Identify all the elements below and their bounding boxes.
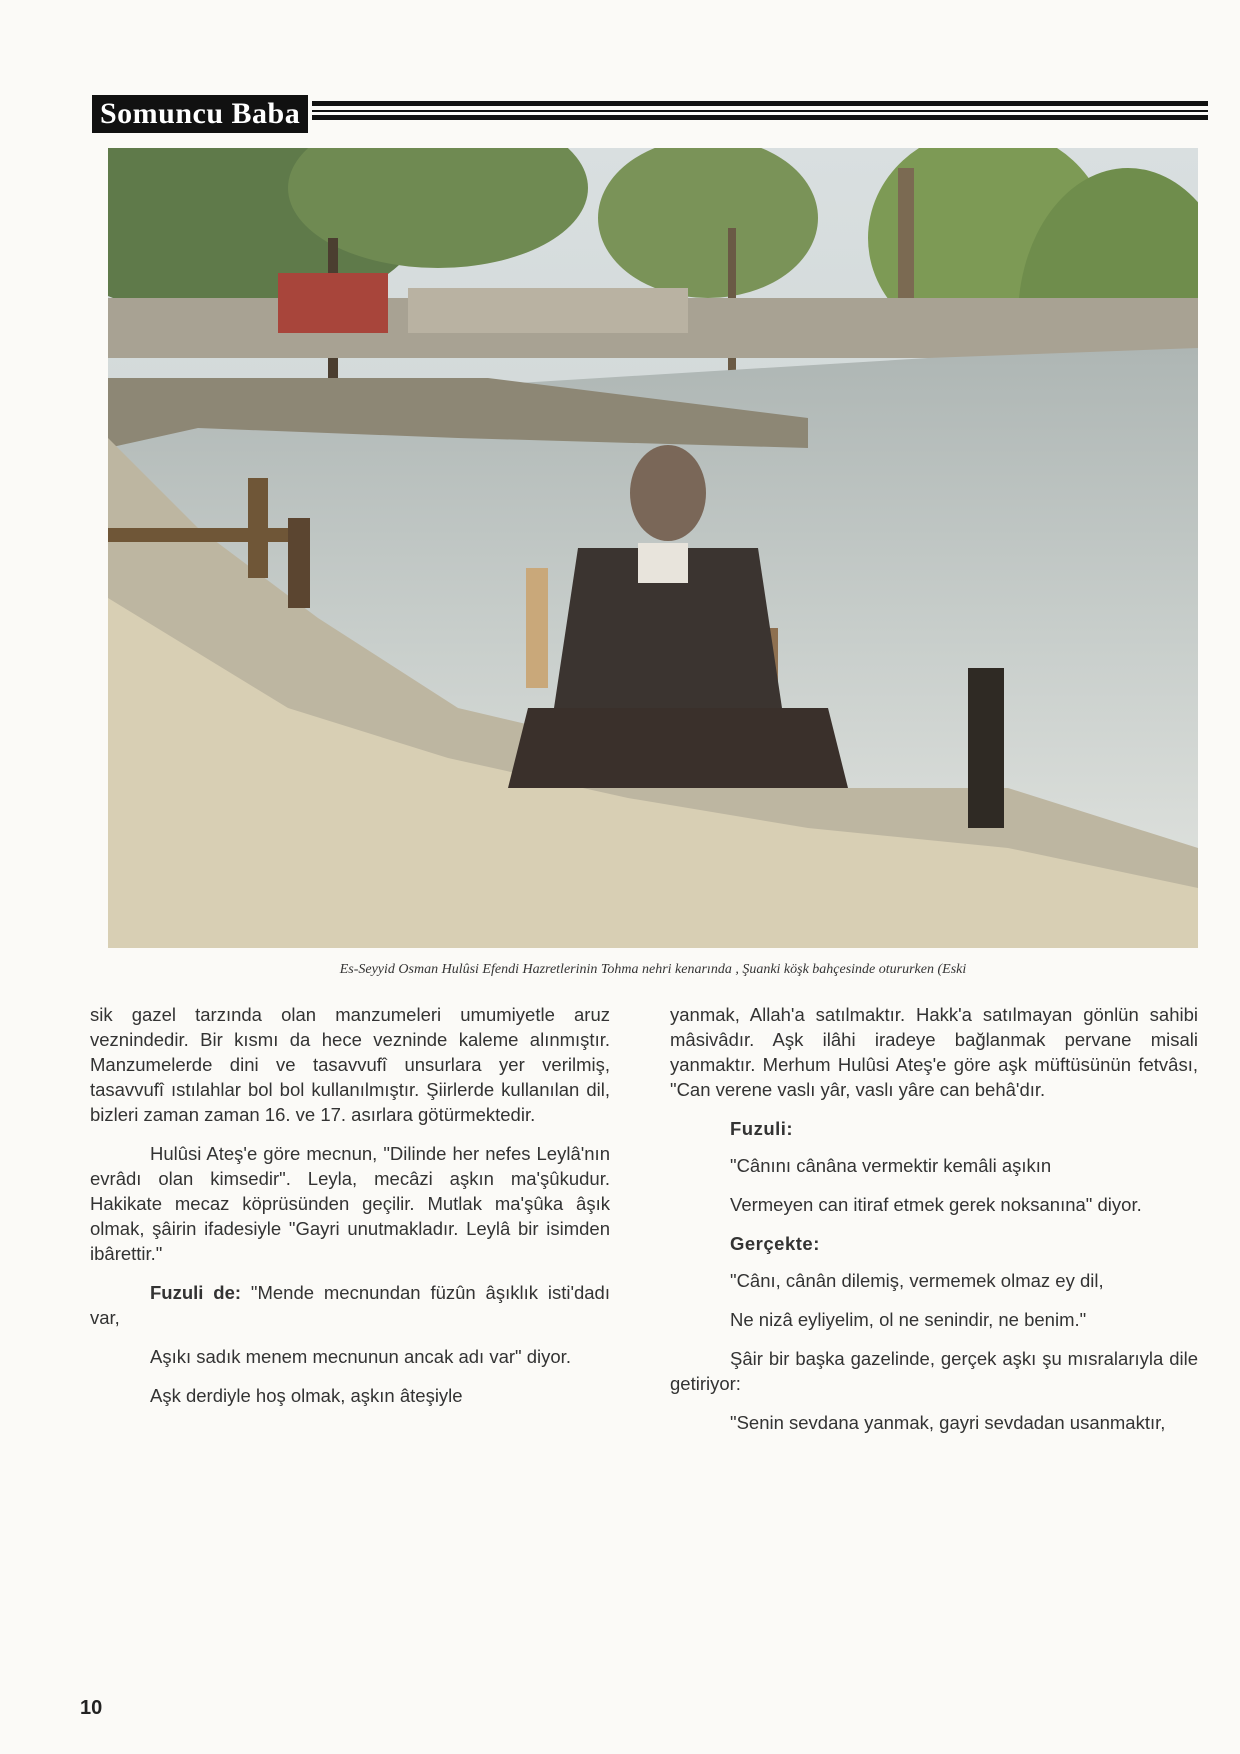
left-column — [90, 1002, 610, 1422]
verse-line: Ne nizâ eyliyelim, ol ne senindir, ne benim." — [730, 1309, 1087, 1330]
photo-illustration — [108, 148, 1198, 948]
paragraph: Aşıkı sadık menem mecnunun ancak adı var" diyor. — [150, 1346, 571, 1367]
paragraph — [90, 1280, 610, 1330]
subheading: Gerçekte: — [730, 1233, 820, 1254]
verse-line: "Senin sevdana yanmak, gayri sevdadan usanmaktır, — [730, 1412, 1166, 1433]
header-rule — [312, 110, 1208, 112]
header-rule — [312, 101, 1208, 106]
paragraph: Şâir bir başka gazelinde, gerçek aşkı şu mısralarıyla dile getiriyor: — [670, 1348, 1198, 1394]
river-photo — [108, 148, 1198, 948]
page-number: 10 — [80, 1697, 103, 1719]
paragraph: yanmak, Allah'a satılmaktır. Hakk'a satılmayan gönlün sahibi mâsivâdır. Aşk ilâhi iradeye bağlanmak pervane misali yanmaktır. Merhum Hulûsi Ateş'e göre aşk müftüsünün fetvâsı, "Can verene vaslı yâr, vaslı yâre can behâ'dır. — [670, 1004, 1198, 1100]
verse-line: "Cânını cânâna vermektir kemâli aşıkın — [730, 1155, 1052, 1176]
paragraph: sik gazel tarzında olan manzumeleri umumiyetle aruz veznindedir. Bir kısmı da hece vezninde kaleme alınmıştır. Manzumelerde dini ve tasavvufî unsurlara yer verilmiş, tasavvufî ıstılahlar bol bol kullanılmıştır. Şiirlerde kullanılan dil, bizleri zaman zaman 16. ve 17. asırlara götürmektedir. — [90, 1004, 610, 1125]
subheading: Fuzuli: — [730, 1118, 794, 1139]
paragraph-lead: Fuzuli de: — [150, 1282, 242, 1303]
photo-caption: Es-Seyyid Osman Hulûsi Efendi Hazretlerinin Tohma nehri kenarında , Şuanki köşk bahçesinde otururken (Eski — [339, 962, 967, 977]
header-rule — [312, 115, 1208, 120]
paragraph: Aşk derdiyle hoş olmak, aşkın âteşiyle — [150, 1385, 463, 1406]
paragraph-text: "Mende mecnundan füzûn âşıklık isti'dadı var, — [90, 1282, 610, 1328]
right-column — [670, 1002, 1198, 1449]
verse-line: Vermeyen can itiraf etmek gerek noksanına" diyor. — [730, 1194, 1142, 1215]
paragraph: Hulûsi Ateş'e göre mecnun, "Dilinde her nefes Leylâ'nın evrâdı olan kimsedir". Leyla, mecâzi aşkın ma'şûkudur. Hakikate mecaz köprüsünden geçilir. Mutlak ma'şûka âşık olmak, şâirin ifadesiyle "Gayri unutmakladır. Leylâ bir isimden ibârettir." — [90, 1143, 610, 1264]
page-header — [92, 95, 1208, 135]
verse-line: "Cânı, cânân dilemiş, vermemek olmaz ey dil, — [730, 1270, 1104, 1291]
magazine-title: Somuncu Baba — [92, 95, 308, 133]
